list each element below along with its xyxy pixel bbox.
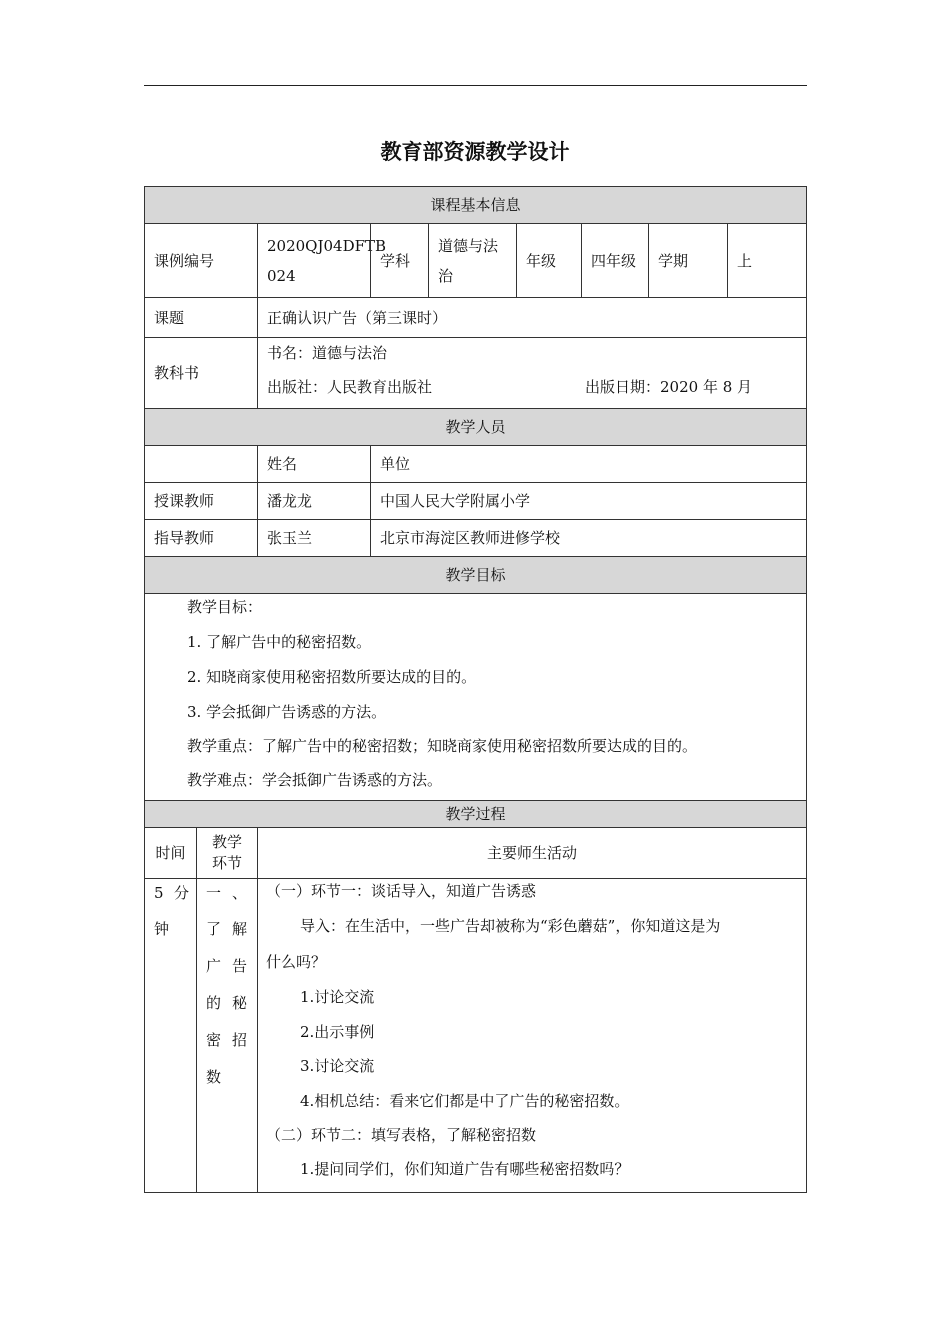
subject-value-line1: 道德与法 xyxy=(438,237,499,255)
activity-line: 导入：在生活中，一些广告却被称为“彩色蘑菇”，你知道这是为 xyxy=(300,917,721,935)
activity-line: 2.出示事例 xyxy=(300,1023,375,1041)
section-staff: 教学人员 xyxy=(144,408,807,446)
subject-label: 学科 xyxy=(370,223,429,298)
staff-role: 授课教师 xyxy=(144,482,258,520)
time-char: 5 xyxy=(154,884,164,902)
subject-value xyxy=(428,223,517,298)
publish-date: 出版日期：2020 年 8 月 xyxy=(585,378,753,396)
subject-value-line2: 治 xyxy=(438,267,454,285)
objective-item: 1. 了解广告中的秘密招数。 xyxy=(187,633,372,651)
grade-label: 年级 xyxy=(516,223,582,298)
textbook-info xyxy=(257,337,807,409)
publisher: 出版社：人民教育出版社 xyxy=(267,378,433,396)
term-value: 上 xyxy=(727,223,807,298)
stage-char: 的 xyxy=(206,994,222,1012)
grade-value: 四年级 xyxy=(581,223,649,298)
activity-line: 3.讨论交流 xyxy=(300,1057,375,1075)
stage-char: 、 xyxy=(232,884,248,902)
col-time: 时间 xyxy=(144,827,197,879)
staff-unit: 中国人民大学附属小学 xyxy=(370,482,807,520)
time-char: 钟 xyxy=(154,920,170,938)
col-activity: 主要师生活动 xyxy=(257,827,807,879)
staff-name: 张玉兰 xyxy=(257,519,371,557)
staff-role: 指导教师 xyxy=(144,519,258,557)
activity-line: （二）环节二：填写表格，了解秘密招数 xyxy=(266,1126,537,1144)
stage-char: 广 xyxy=(206,957,222,975)
time-char: 分 xyxy=(174,884,190,902)
topic-value: 正确认识广告（第三课时） xyxy=(257,297,807,338)
activity-line: （一）环节一：谈话导入，知道广告诱惑 xyxy=(266,882,537,900)
time-cell xyxy=(144,878,197,1193)
col-stage-line1: 教学 xyxy=(211,833,242,851)
staff-header-empty xyxy=(144,445,258,483)
code-value-line1: 2020QJ04DFTB xyxy=(267,237,387,255)
key-point: 教学重点：了解广告中的秘密招数；知晓商家使用秘密招数所要达成的目的。 xyxy=(187,737,698,755)
page-title: 教育部资源教学设计 xyxy=(380,140,570,164)
col-stage-line2: 环节 xyxy=(211,854,242,872)
header-rule xyxy=(144,85,807,86)
staff-header-name: 姓名 xyxy=(257,445,371,483)
staff-name: 潘龙龙 xyxy=(257,482,371,520)
code-label: 课例编号 xyxy=(144,223,258,298)
activity-line: 4.相机总结：看来它们都是中了广告的秘密招数。 xyxy=(300,1092,630,1110)
stage-char: 一 xyxy=(206,884,222,902)
col-stage xyxy=(196,827,258,879)
term-label: 学期 xyxy=(648,223,728,298)
section-process: 教学过程 xyxy=(144,800,807,828)
book-name: 书名：道德与法治 xyxy=(267,344,388,362)
objectives-heading: 教学目标： xyxy=(187,598,263,616)
staff-unit: 北京市海淀区教师进修学校 xyxy=(370,519,807,557)
code-value xyxy=(257,223,387,298)
activity-line: 1.提问同学们，你们知道广告有哪些秘密招数吗？ xyxy=(300,1160,630,1178)
stage-char: 解 xyxy=(232,920,248,938)
section-basic-info: 课程基本信息 xyxy=(144,186,807,224)
stage-char: 了 xyxy=(206,920,222,938)
stage-char: 告 xyxy=(232,957,248,975)
stage-char: 秘 xyxy=(232,994,248,1012)
objective-item: 3. 学会抵御广告诱惑的方法。 xyxy=(187,703,387,721)
staff-header-unit: 单位 xyxy=(370,445,807,483)
code-value-line2: 024 xyxy=(267,267,296,285)
difficulty: 教学难点：学会抵御广告诱惑的方法。 xyxy=(187,771,443,789)
stage-char: 招 xyxy=(232,1031,248,1049)
stage-char: 数 xyxy=(206,1068,222,1086)
section-objectives: 教学目标 xyxy=(144,556,807,594)
objective-item: 2. 知晓商家使用秘密招数所要达成的目的。 xyxy=(187,668,477,686)
activity-line: 什么吗？ xyxy=(266,953,327,971)
topic-label: 课题 xyxy=(144,297,258,338)
activity-line: 1.讨论交流 xyxy=(300,988,375,1006)
stage-char: 密 xyxy=(206,1031,222,1049)
textbook-label: 教科书 xyxy=(144,337,258,409)
